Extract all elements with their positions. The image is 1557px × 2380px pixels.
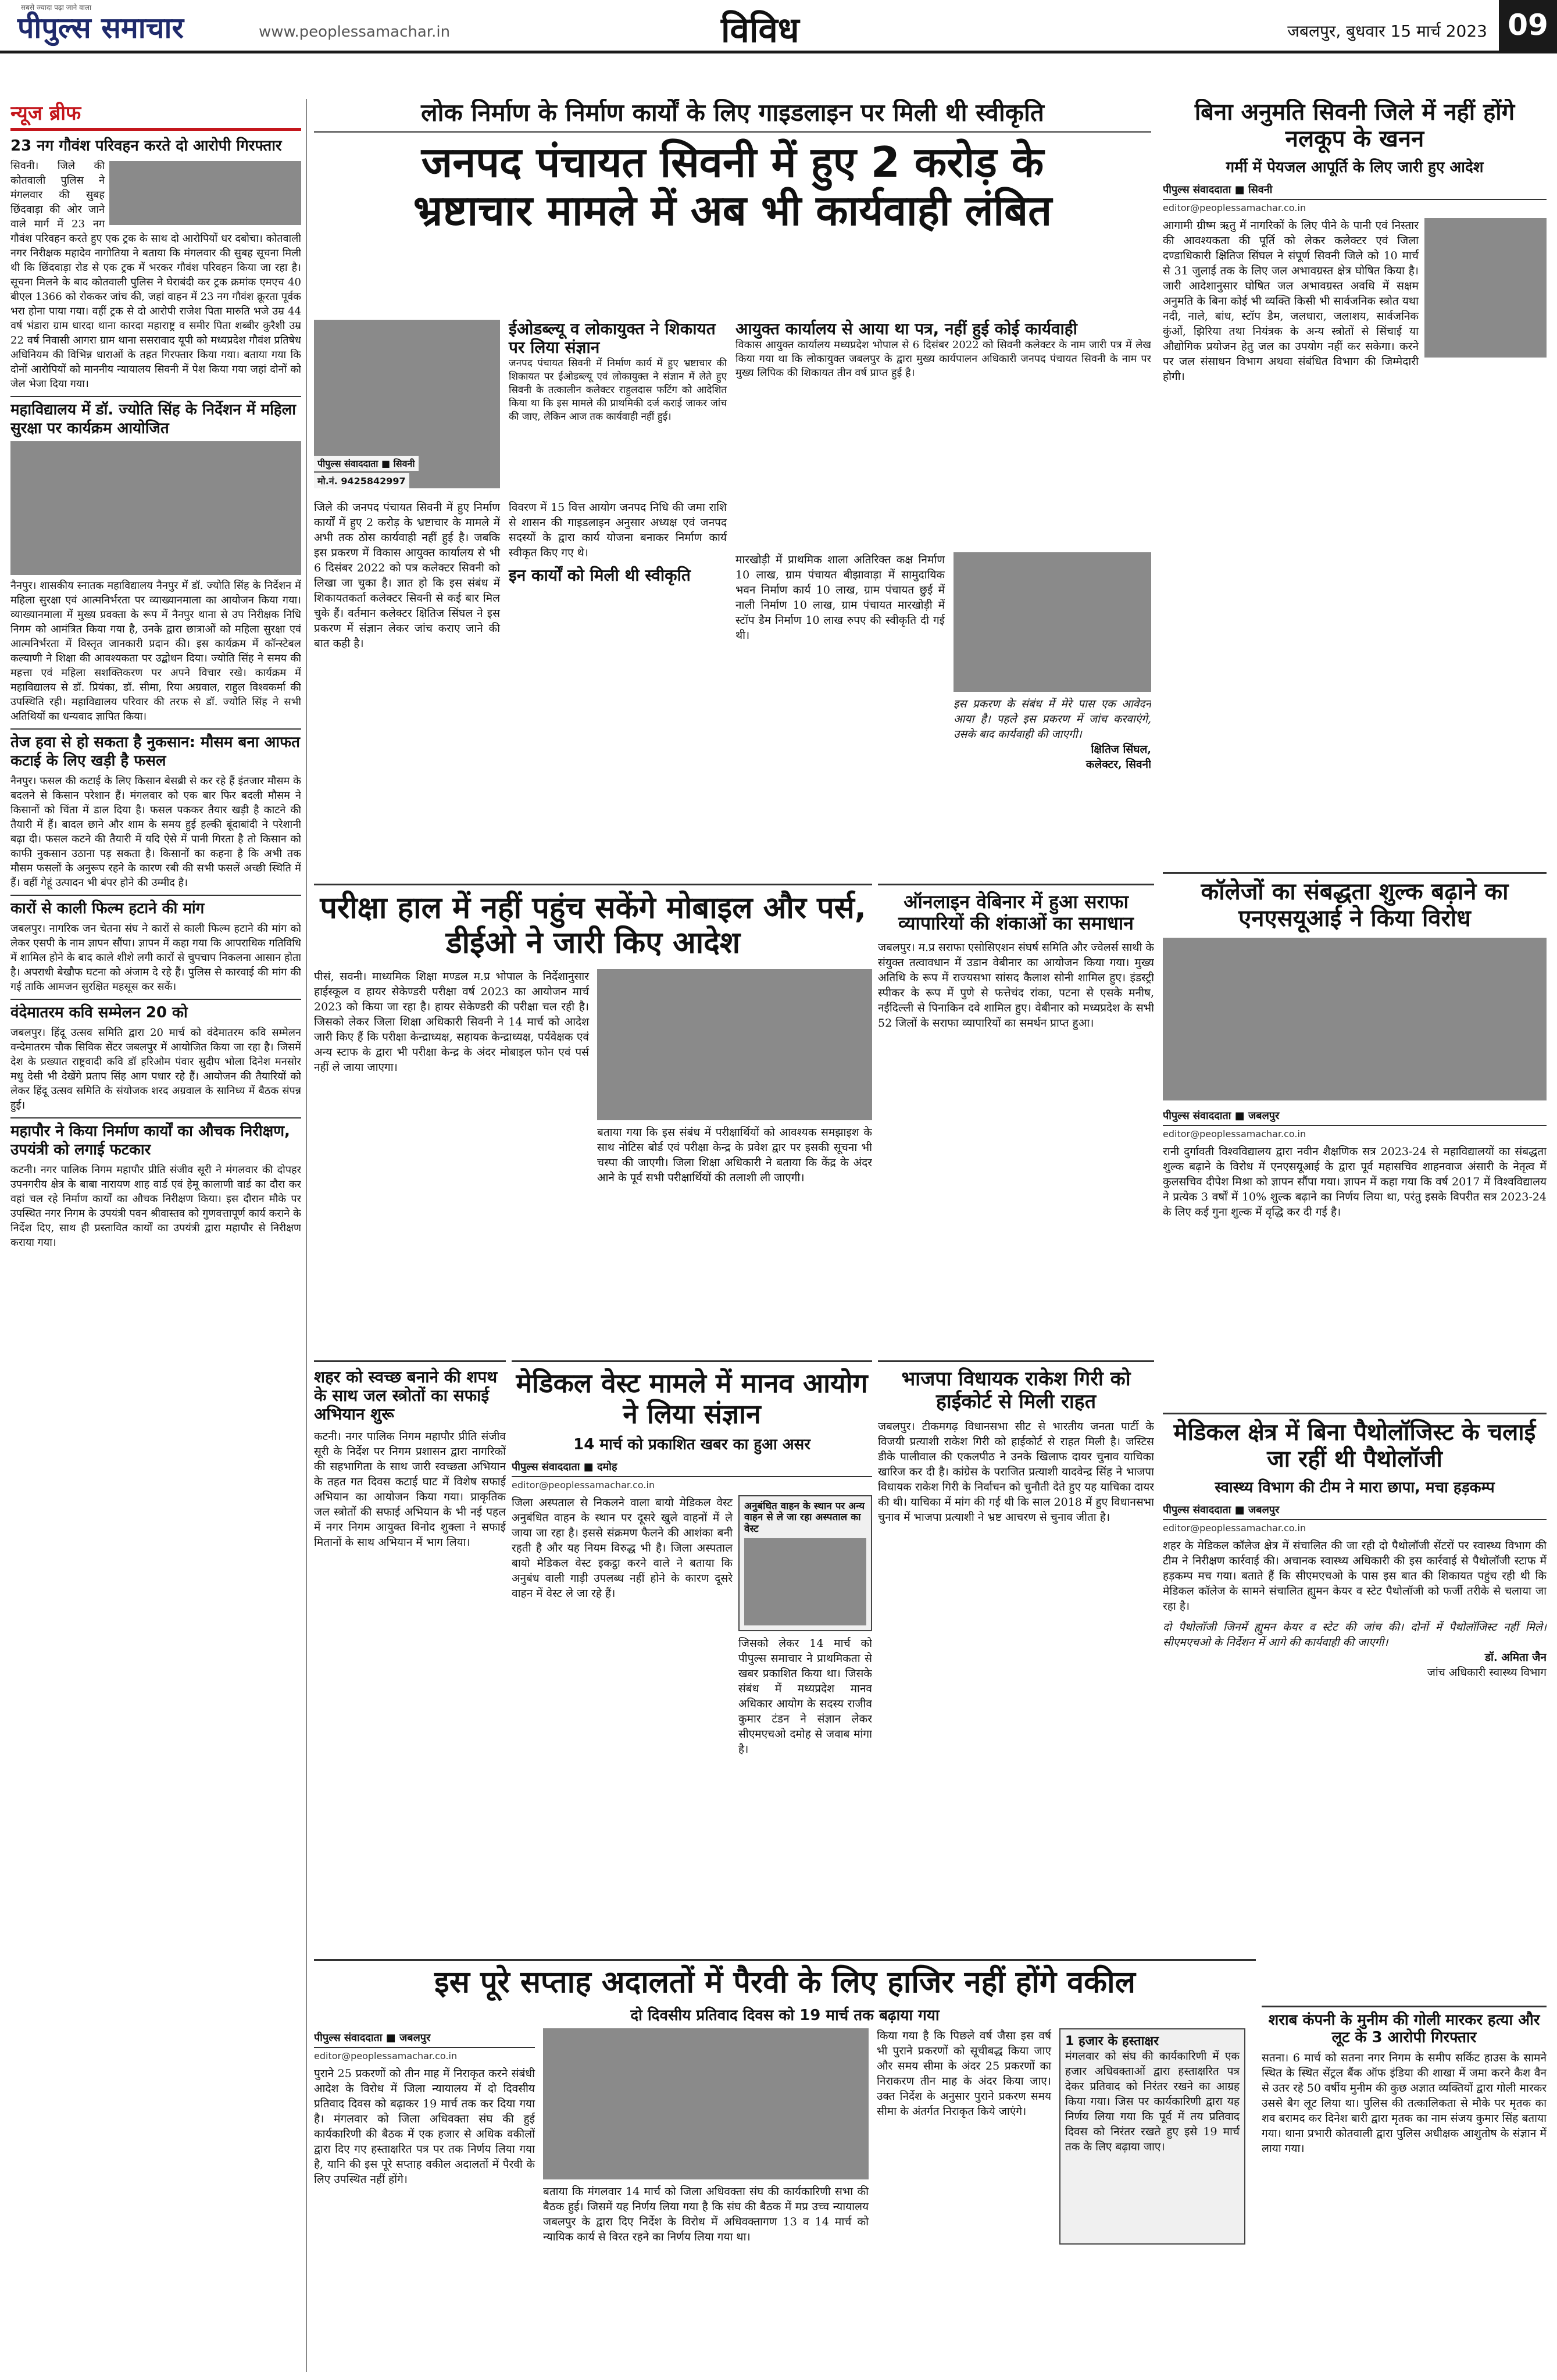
story-body: कटनी। नगर पालिक निगम महापौर प्रीति संजीव सूरी के निर्देश पर निगम प्रशासन द्वारा नागरिकों की सहभागिता के साथ जारी स्वच्छता अभियान के तहत गत दिवस कटाई घाट में विशेष सफाई अभियान का आयोजन किया गया। प्राकृतिक जल स्त्रोतों की सफाई अभियान के भी नई पहल में नगर निगम आयुक्त विनोद शुक्ला ने सफाई मितानों के साथ अभियान में भाग लिया। (314, 1430, 506, 1549)
sub-body: विकास आयुक्त कार्यालय मध्यप्रदेश भोपाल से 6 दिसंबर 2022 को सिवनी कलेक्टर के नाम जारी पत्र में लेख किया गया था कि लोकायुक्त जबलपुर के द्वारा मुख्य कार्यपालन अधिकारी जनपद पंचायत सिवनी के नाम पर मुख्य लिपिक की शिकायत तीन वर्ष प्राप्त हुई है। (735, 339, 1151, 380)
cleaning-story (314, 1360, 506, 1942)
mla-story (878, 1360, 1154, 1942)
story-body: आगामी ग्रीष्म ऋतु में नागरिकों के लिए पीने के पानी एवं निस्तार की आवश्यकता की पूर्ति को लेकर कलेक्टर एवं जिला दण्डाधिकारी क्षितिज सिंघल ने संपूर्ण सिवनी जिले को 10 मार्च से 31 जुलाई तक के लिए जल अभावग्रस्त क्षेत्र घोषित किया है। जारी आदेशानुसार घोषित जल अभावग्रस्त अवधि में सक्षम अनुमति के बिना कोई भी व्यक्ति किसी भी सार्वजनिक स्त्रोत यथा नदी, नाले, बांध, स्टॉप डैम, जलधारा, जलाशय, सार्वजनिक कुंओं, झिरिया तथा नियंत्रक के अन्य स्त्रोतों से सिंचाई या औद्योगिक प्रयोजन हेतु जल का उपयोग नहीं कर सकेगा। करने पर जल संसाधन विभाग अथवा संबंधित विभाग की जिम्मेदारी होगी। (1163, 219, 1419, 383)
lead-story (314, 99, 1151, 878)
story-headline[interactable]: मेडिकल क्षेत्र में बिना पैथोलॉजिस्ट के चलाई जा रहीं थी पैथोलॉजी (1173, 1419, 1536, 1473)
byline: पीपुल्स संवाददाता ■ जबलपुर (1163, 1106, 1547, 1126)
story-headline[interactable]: बिना अनुमति सिवनी जिले में नहीं होंगे नलकूप के खनन (1194, 99, 1515, 152)
section-title: विविध (721, 10, 799, 51)
column-divider (306, 99, 307, 2372)
signatures-box (1059, 2028, 1245, 2245)
story-headline[interactable]: कॉलेजों का संबद्धता शुल्क बढ़ाने का एनएसयूआई ने किया विरोध (1201, 878, 1509, 932)
byline: पीपुल्स संवाददाता ■ सिवनी (1163, 180, 1547, 200)
story-photo (1163, 938, 1547, 1100)
clipping-photo (744, 1538, 866, 1625)
story-subheadline: दो दिवसीय प्रतिवाद दिवस को 19 मार्च तक बढ़ाया गया (630, 2006, 940, 2024)
lead-body: विवरण में 15 वित्त आयोग जनपद निधि की जमा राशि से शासन की गाइडलाइन अनुसार अध्यक्ष एवं जनपद सदस्यों के द्वारा कार्य योजना बनाकर निर्माण कार्य स्वीकृत किए गए थे। (509, 501, 727, 559)
quote-author: क्षितिज सिंघल, कलेक्टर, सिवनी (1085, 743, 1151, 771)
brief-headline[interactable]: महापौर ने किया निर्माण कार्यों का औचक निरीक्षण, उपयंत्री को लगाई फटकार (10, 1117, 301, 1159)
sub-headline[interactable]: इन कार्यों को मिली थी स्वीकृति (509, 566, 691, 585)
right-story-tubewell (1163, 99, 1547, 866)
news-photo (10, 441, 301, 575)
box-headline: 1 हजार के हस्ताक्षर (1065, 2034, 1159, 2049)
brief-headline[interactable]: महाविद्यालय में डॉ. ज्योति सिंह के निर्देशन में महिला सुरक्षा पर कार्यक्रम आयोजित (10, 396, 301, 438)
byline-email[interactable]: editor@peoplessamachar.co.in (1163, 202, 1306, 213)
story-body: जिसको लेकर 14 मार्च को पीपुल्स समाचार ने प्राथमिकता से खबर प्रकाशित किया था। जिसके संबंध में मध्यप्रदेश मानव अधिकार आयोग के सदस्य राजीव कुमार टंडन ने संज्ञान लेकर सीएमएचओ दमोह से जवाब मांगा है। (738, 1637, 872, 1756)
lead-body-col-2 (509, 500, 727, 878)
story-body: सतना। 6 मार्च को सतना नगर निगम के समीप सर्किट हाउस के सामने स्थित के स्थित सेंट्रल बैंक ऑफ इंडिया की शाखा में जमा करने कैश वैन से उतर रहे 50 वर्षीय मुनीम की कुछ अज्ञात व्यक्तियों द्वारा गोली मारकर उससे बैग लूट लिया था। पुलिस की तत्कालिकता से मौके पर मृतक का शव बरामद कर दिनेश बारी द्वारा मृतक का नाम संजय कुमार सिंह बताया गया। थाना प्रभारी कोतवाली द्वारा पुलिस अधीक्षक आशुतोष के संज्ञान में लाया गया। (1262, 2051, 1547, 2155)
masthead-url[interactable]: www.peoplessamachar.in (259, 23, 451, 41)
brief-headline[interactable]: तेज हवा से हो सकता है नुकसान: मौसम बना आफत कटाई के लिए खड़ी है फसल (10, 728, 301, 770)
lead-photo (314, 320, 500, 488)
story-body: रानी दुर्गावती विश्वविद्यालय द्वारा नवीन शैक्षणिक सत्र 2023-24 से महाविद्यालयों का संबद्धता शुल्क बढ़ाने के विरोध में एनएसयूआई के द्वारा पूर्व महासचिव शाहनवाज अंसारी के नेतृत्व में कुलसचिव दीपेश मिश्रा को ज्ञापन सौंपा गया। ज्ञापन में कहा गया कि वर्ष 2017 में विश्वविद्यालय ने प्रत्येक 3 वर्षों में 10% शुल्क बढ़ाने का निर्णय लिया था, परंतु इसके विपरीत सत्र 2023-24 के लिए कई गुना शुल्क में वृद्धि कर दी गई है। (1163, 1145, 1547, 1218)
story-body: जबलपुर। टीकमगढ़ विधानसभा सीट से भारतीय जनता पार्टी के विजयी प्रत्याशी राकेश गिरी को हाईकोर्ट से राहत मिली है। जस्टिस डीके पालीवाल की एकलपीठ ने उनके खिलाफ दायर चुनाव याचिका खारिज कर दी है। कांग्रेस के पराजित प्रत्याशी यादवेन्द्र सिंह ने भाजपा विधायक राकेश गिरी के निर्वाचन को चुनौती देते हुए यह याचिका दायर की थी। याचिका में मांग की गई थी कि साल 2018 में हुए विधानसभा चुनाव में भाजपा प्रत्याशी ने भ्रष्ट आचरण से चुनाव जीता है। (878, 1420, 1154, 1524)
lead-kicker: लोक निर्माण के निर्माण कार्यों के लिए गाइडलाइन पर मिली थी स्वीकृति (314, 99, 1151, 133)
news-photo (109, 161, 301, 225)
lead-body-col-1: जिले की जनपद पंचायत सिवनी में हुए निर्माण कार्यों में हुए 2 करोड़ के भ्रष्टाचार के मामले में अभी तक ठोस कार्यवाही नहीं हुई है। जबकि इस प्रकरण में विकास आयुक्त कार्यालय से भी 6 दिसंबर 2022 को पत्र कलेक्टर सिवनी को लिखा जा चुका है। ज्ञात हो कि इस संबंध में शिकायतकर्ता कलेक्टर सिवनी से कई बार मिल चुके हैं। वर्तमान कलेक्टर क्षितिज सिंघल ने इस प्रकरण में संज्ञान लेकर जांच कराए जाने की बात कही है। (314, 501, 500, 650)
right-story-nsui (1163, 872, 1547, 1407)
brief-body: नैनपुर। शासकीय स्नातक महाविद्यालय नैनपुर में डॉ. ज्योति सिंह के निर्देशन में महिला सुरक्षा एवं आत्मनिर्भरता पर व्याख्यानमाला का आयोजन किया गया। व्याख्यानमाला में मुख्य प्रवक्ता के रूप में नैनपुर थाना से उप निरीक्षक निधि निगम को आमंत्रित किया गया है, उनके द्वारा छात्राओं को महिला सुरक्षा एवं आत्मनिर्भरता में विस्तृत जानकारी प्रदान की। इस कार्यक्रम में कॉन्स्टेबल कल्याणी ने शिक्षा की आवश्यकता पर उद्बोधन दिया। ज्योति सिंह ने समय की महत्ता एवं महिला सशक्तिकरण पर अपने विचार रखे। कार्यक्रम में महाविद्यालय से डॉ. प्रियंका, डॉ. सीमा, रिया अग्रवाल, राहुल विश्वकर्मा की उपस्थिति रही। महाविद्यालय परिवार की तरफ से डॉ. ज्योति सिंह ने सभी अतिथियों का धन्यवाद ज्ञापित किया। (10, 580, 301, 723)
byline-email[interactable]: editor@peoplessamachar.co.in (1163, 1128, 1306, 1139)
clipping-headline: अनुबंधित वाहन के स्थान पर अन्य वाहन से ले जा रहा अस्पताल का वेस्ट (744, 1500, 865, 1535)
right-story-pathology (1163, 1413, 1547, 2000)
byline: पीपुल्स संवाददाता ■ जबलपुर (1163, 1500, 1547, 1520)
news-clipping (738, 1495, 872, 1632)
story-headline[interactable]: इस पूरे सप्ताह अदालतों में पैरवी के लिए हाजिर नहीं होंगे वकील (434, 1965, 1135, 2000)
story-photo (1424, 218, 1547, 358)
news-brief-column (10, 99, 301, 2378)
byline-email[interactable]: editor@peoplessamachar.co.in (512, 1479, 655, 1491)
masthead (0, 0, 1557, 53)
brief-body: जबलपुर। नागरिक जन चेतना संघ ने कारों से काली फिल्म हटाने की मांग को लेकर एसपी के नाम ज्ञापन सौंपा। ज्ञापन में कहा गया कि आपराधिक गतिविधि में शामिल होने के बाद काले शीशे लगी कारों से चुपचाप निकलना आसान होता है। अपराधी बेखौफ घटना को अंजाम दे रहे हैं। पुलिस से कारवाई की मांग की गई ताकि आमजन सुरक्षित महसूस कर सकें। (10, 923, 301, 993)
story-photo (597, 969, 872, 1120)
byline: पीपुल्स संवाददाता ■ दमोह (512, 1457, 872, 1477)
lead-photo-credit: पीपुल्स संवाददाता ■ सिवनी (314, 456, 419, 471)
story-headline[interactable]: मेडिकल वेस्ट मामले में मानव आयोग ने लिया संज्ञान (516, 1367, 868, 1430)
webinar-story (878, 884, 1154, 1360)
collector-photo (954, 552, 1151, 692)
news-brief-label: न्यूज ब्रीफ (10, 99, 301, 131)
story-body: किया गया है कि पिछले वर्ष जैसा इस वर्ष भी पुराने प्रकरणों को सूचीबद्ध किया जाए और समय सीमा के अंदर 25 प्रकरणों का निराकरण तीन माह के अंदर किया जाए। उक्त निर्देश के अनुसार पुराने प्रकरण समय सीमा के अंतर्गत निराकृत किये जाएंगे। (877, 2029, 1051, 2118)
lawyers-story (314, 1959, 1256, 2378)
quote-author: डॉ. अमिता जैन (1484, 1651, 1547, 1664)
brief-headline[interactable]: कारों से काली फिल्म हटाने की मांग (10, 895, 301, 918)
story-body: जबलपुर। म.प्र सराफा एसोसिएशन संघर्ष समिति और ज्वेलर्स साथी के संयुक्त तत्वावधान में उडान वेबीनार का आयोजन किया गया। मुख्य अतिथि के रूप में राज्यसभा सांसद कैलाश सोनी शामिल हुए। इंडस्ट्री स्पीकर के रूप में पुणे से फत्तेचंद रांका, पटना से एसके मनीष, नईदिल्ली से पिनाकिन दवे शामिल हुए। वेबीनार को मध्यप्रदेश के सभी 52 जिलों के सराफा व्यापारियों का समर्थन प्राप्त हुआ। (878, 941, 1154, 1030)
byline-email[interactable]: editor@peoplessamachar.co.in (314, 2050, 458, 2061)
story-subheadline: 14 मार्च को प्रकाशित खबर का हुआ असर (573, 1435, 810, 1453)
story-headline[interactable]: शराब कंपनी के मुनीम की गोली मारकर हत्या और लूट के 3 आरोपी गिरफ्तार (1268, 2011, 1540, 2046)
story-body: पुराने 25 प्रकरणों को तीन माह में निराकृत करने संबंधी आदेश के विरोध में जिला न्यायालय में दो दिवसीय प्रतिवाद दिवस को बढ़ाकर 19 मार्च तक कर दिया गया है। मंगलवार को जिला अधिवक्ता संघ की हुई कार्यकारिणी की बैठक में एक हजार से अधिक वकीलों द्वारा दिए गए हस्ताक्षरित पत्र पर तक निर्णय लिया गया है, यानि की इस पूरे सप्ताह वकील अदालतों में पैरवी के लिए उपस्थित नहीं होंगे। (314, 2067, 535, 2186)
medical-waste-story (512, 1360, 872, 1942)
story-body: जिला अस्पताल से निकलने वाला बायो मेडिकल वेस्ट अनुबंधित वाहन के स्थान पर दूसरे खुले वाहनों में ले जाया जा रहा है। इससे संक्रमण फैलने की आशंका बनी रहती है और यह नियम विरुद्ध भी है। जिला अस्पताल बायो मेडिकल वेस्ट इकट्ठा करने वाले ने बताया कि अनुबंध वाली गाड़ी उपलब्ध नहीं होने के कारण दूसरे वाहन में वेस्ट ले जा रहे हैं। (512, 1496, 733, 1600)
sub-body: जनपद पंचायत सिवनी में निर्माण कार्य में हुए भ्रष्टाचार की शिकायत पर ईओडब्ल्यू एवं लोकायुक्त ने संज्ञान में लेते हुए सिवनी के तत्कालीन कलेक्टर राहुलदास फटिंग को आदेशित किया था कि इस मामले की प्राथमिकी दर्ज कराई जाकर जांच की जाए, लेकिन आज तक कार्यवाही नहीं हुई। (509, 358, 727, 423)
right-story-murder (1262, 2006, 1547, 2378)
sub-box-eow (509, 320, 727, 488)
lead-headline-line-1[interactable]: जनपद पंचायत सिवनी में हुए 2 करोड़ के (421, 138, 1044, 187)
story-subheadline: गर्मी में पेयजल आपूर्ति के लिए जारी हुए आदेश (1226, 159, 1484, 176)
sub-headline[interactable]: ईओडब्ल्यू व लोकायुक्त ने शिकायत पर लिया संज्ञान (509, 319, 716, 358)
story-photo (543, 2028, 869, 2179)
story-body: बताया गया कि इस संबंध में परीक्षार्थियों को आवश्यक समझाइश के साथ नोटिस बोर्ड एवं परीक्षा केन्द्र के प्रवेश द्वार पर इसकी सूचना भी चस्पा की जाएगी। जिला शिक्षा अधिकारी ने बताया कि केंद्र के अंदर आने के पूर्व सभी परीक्षार्थियों की तलाशी ली जाएगी। (597, 1125, 872, 1184)
story-body: बताया कि मंगलवार 14 मार्च को जिला अधिवक्ता संघ की कार्यकारिणी सभा की बैठक हुई। जिसमें यह निर्णय लिया गया है कि संघ की बैठक में मप्र उच्च न्यायालय जबलपुर के द्वारा दिए निर्देश के विरोध में अधिवक्तागण 13 व 14 मार्च को न्यायिक कार्य से विरत रहने का निर्णय लिया गया था। (543, 2185, 869, 2243)
story-subheadline: स्वास्थ्य विभाग की टीम ने मारा छापा, मचा हड़कम्प (1215, 1479, 1495, 1496)
box-body: मंगलवार को संघ की कार्यकारिणी में एक हजार अधिवक्ताओं द्वारा हस्ताक्षरित पत्र देकर प्रतिवाद को निरंतर रखने का आग्रह किया गया। जिस पर कार्यकारिणी द्वारा यह निर्णय लिया गया कि पूर्व में तय प्रतिवाद दिवस को निरंतर रखते हुए इसे 19 मार्च तक के लिए बढ़ाया जाए। (1065, 2050, 1240, 2154)
issue-date: जबलपुर, बुधवार 15 मार्च 2023 (1287, 22, 1487, 41)
story-body: शहर के मेडिकल कॉलेज क्षेत्र में संचालित की जा रही दो पैथोलॉजी सेंटरों पर स्वास्थ्य विभाग की टीम ने निरीक्षण कार्रवाई की। अचानक स्वास्थ्य अधिकारी की इस कार्रवाई से पैथोलॉजी स्टाफ में हड़कम्प मच गया। बताते हैं कि सीएमएचओ के पास इस बात की शिकायत पहुंच रही थी कि मेडिकल कॉलेज के सामने संचालित ह्युमन केयर व स्टेट पैथोलॉजी को फर्जी तरीके से चलाया जा रहा है। (1163, 1539, 1547, 1613)
brief-body: नैनपुर। फसल की कटाई के लिए किसान बेसब्री से कर रहे हैं इंतजार मौसम के बदलने से किसान परेशान हैं। मंगलवार को एक बार फिर बदली मौसम ने किसानों को चिंता में डाल दिया है। फसल पककर तैयार खड़ी है काटने की तैयारी में हैं। बादल छाने और शाम के समय हुई हल्की बूंदाबांदी ने परेशानी बढ़ा दी। फसल कटने की तैयारी में यदि ऐसे में पानी गिरता है तो किसान को काफी नुकसान उठाना पड़ सकता है। किसानों का कहना है कि अभी तक मौसम फसलों के अनुरूप रहने के कारण रबी की सभी फसलें अच्छी स्थिति में हैं। वहीं गेहूं उत्पादन भी बंपर होने की उम्मीद है। (10, 775, 301, 889)
sub-box-commissioner (735, 320, 1151, 541)
byline-email[interactable]: editor@peoplessamachar.co.in (1163, 1523, 1306, 1534)
story-body: पीसं, सवनी। माध्यमिक शिक्षा मण्डल म.प्र भोपाल के निर्देशानुसार हाईस्कूल व हायर सेकेण्डरी परीक्षा वर्ष 2023 का आयोजन मार्च 2023 को किया जा रहा है। हायर सेकेण्डरी की परीक्षा चल रही है। जिसको लेकर जिला शिक्षा अधिकारी सिवनी ने 14 मार्च को आदेश जारी किए हैं कि परीक्षा केन्द्राध्यक्ष, सहायक केन्द्राध्यक्ष, पर्यवेक्षक एवं अन्य स्टाफ के द्वारा भी परीक्षा केन्द्र के अंदर मोबाइल फोन एवं पर्स नहीं ले जाया जाएगा। (314, 970, 589, 1074)
byline: पीपुल्स संवाददाता ■ जबलपुर (314, 2028, 535, 2048)
pathology-quote (1163, 1620, 1547, 1680)
quote-text: दो पैथोलॉजी जिनमें ह्युमन केयर व स्टेट की जांच की। दोनों में पैथोलॉजिस्ट नहीं मिले। सीएमएचओ के निर्देशन में आगे की कार्यवाही की जाएगी। (1163, 1621, 1547, 1649)
brief-body: जबलपुर। हिंदू उत्सव समिति द्वारा 20 मार्च को वंदेमातरम कवि सम्मेलन वन्देमातरम चौक सिविक सेंटर जबलपुर में आयोजित किया जा रहा है। जिसमें देश के प्रख्यात राष्ट्रवादी कवि डॉ हरिओम पंवार सुदीप भोला दिनेश मनसोर मधु देसी भी देखेंगे प्रताप सिंह आग पधार रहे हैं। आयोजन की तैयारियों को लेकर हिंदू उत्सव समिति के संयोजक शरद अग्रवाल के सानिध्य में बैठक संपन्न हुई। (10, 1027, 301, 1112)
lead-body-col-3: मारखोड़ी में प्राथमिक शाला अतिरिक्त कक्ष निर्माण 10 लाख, ग्राम पंचायत बीझावाड़ा में सामुदायिक भवन निर्माण कार्य 10 लाख, ग्राम पंचायत छुई में नाली निर्माण 10 लाख, ग्राम पंचायत मारखोड़ी में स्टॉप डैम निर्माण 10 लाख रुपए की स्वीकृति दी गई थी। (735, 553, 945, 642)
collector-quote (954, 552, 1151, 878)
brief-body: कटनी। नगर पालिक निगम महापौर प्रीति संजीव सूरी ने मंगलवार की दोपहर उपनगरीय क्षेत्र के बाबा नारायण शाह वार्ड एवं हेमू कालाणी वार्ड का दौरा कर वहां चल रहे निर्माण कार्यों का औचक निरीक्षण किया। इस दौरान मौके पर उपस्थित नगर निगम के उपयंत्री पवन श्रीवास्तव को गुणवत्तापूर्ण कार्य कराने के निर्देश दिए, साथ ही प्रस्तावित कार्यों का उपयंत्री द्वारा महापौर से निरीक्षण कराया गया। (10, 1164, 301, 1249)
quote-text: इस प्रकरण के संबंध में मेरे पास एक आवेदन आया है। पहले इस प्रकरण में जांच करवाएंगे, उसके बाद कार्यवाही की जाएगी। (954, 698, 1151, 741)
quote-role: जांच अधिकारी स्वास्थ्य विभाग (1427, 1666, 1547, 1679)
story-headline[interactable]: ऑनलाइन वेबिनार में हुआ सराफा व्यापारियों की शंकाओं का समाधान (898, 891, 1134, 934)
sub-headline[interactable]: आयुक्त कार्यालय से आया था पत्र, नहीं हुई कोई कार्यवाही (735, 319, 1077, 338)
masthead-logo[interactable]: पीपुल्स समाचार (17, 11, 184, 45)
story-headline[interactable]: परीक्षा हाल में नहीं पहुंच सकेंगे मोबाइल और पर्स, डीईओ ने जारी किए आदेश (320, 891, 866, 960)
brief-headline[interactable]: 23 नग गौवंश परिवहन करते दो आरोपी गिरफ्तार (10, 137, 282, 155)
masthead-tagline: सबसे ज्यादा पढ़ा जाने वाला (21, 3, 92, 12)
lead-phone: मो.नं. 9425842997 (314, 473, 409, 488)
page-number: 09 (1499, 0, 1557, 51)
story-headline[interactable]: भाजपा विधायक राकेश गिरी को हाईकोर्ट से मिली राहत (901, 1367, 1131, 1414)
lead-headline-line-2[interactable]: भ्रष्टाचार मामले में अब भी कार्यवाही लंबित (413, 186, 1052, 235)
brief-headline[interactable]: वंदेमातरम कवि सम्मेलन 20 को (10, 999, 301, 1022)
brief-body: सिवनी। जिले की कोतवाली पुलिस ने मंगलवार की सुबह छिंदवाड़ा की ओर जाने वाले मार्ग में 23 नग गौवंश परिवहन करते हुए एक ट्रक के साथ दो आरोपियों धर दबोचा। कोतवाली नगर निरीक्षक महादेव नागोतिया ने बताया कि मंगलवार की सुबह सूचना मिली थी कि छिंदवाड़ा रोड से एक ट्रक में भरकर गौवंश परिवहन किया जा रहा है। सूचना मिलने के बाद कोतवाली पुलिस ने घेराबंदी कर ट्रक क्रमांक एमएच 40 बीएल 1366 को रोककर जांच की, जहां वाहन में 23 नग गौवंश क्रूरता पूर्वक भरा होना पाया गया। वहीं ट्रक से दो आरोपी राजेश पिता मारुति भजे उम्र 44 वर्ष भंडारा ग्राम धारदा थाना कारदा महाराष्ट्र व समीर पिता शब्बीर कुरैशी उम्र 22 वर्ष निवासी आगरा ग्राम थाना ससरावाद यूपी को मध्यप्रदेश गौवंश प्रतिषेध अधिनियम की विभिन्न धाराओं के तहत गिरफ्तार किया गया। बताया गया कि दोनों आरोपियों को माननीय न्यायालय सिवनी में पेश किया गया जहां दोनों को जेल भेजा दिया गया। (10, 160, 301, 390)
story-headline[interactable]: शहर को स्वच्छ बनाने की शपथ के साथ जल स्त्रोतों का सफाई अभियान शुरू (314, 1367, 498, 1424)
